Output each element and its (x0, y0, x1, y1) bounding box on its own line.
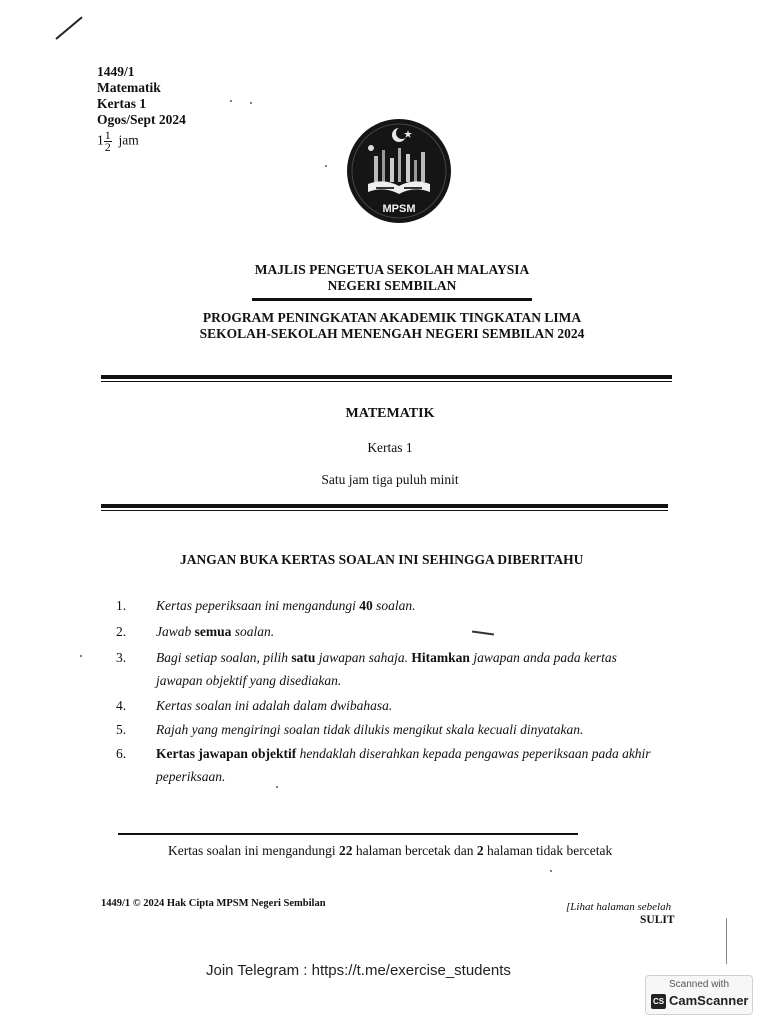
session-label: Ogos/Sept 2024 (97, 112, 186, 127)
instruction-segment: jawapan sahaja. (315, 650, 412, 665)
scan-speck (250, 102, 252, 104)
instruction-emphasis: satu (291, 650, 316, 665)
scan-speck (550, 870, 552, 872)
instruction-text (156, 718, 583, 741)
scan-speck (230, 100, 232, 102)
page-count-note (168, 843, 612, 859)
instruction-segment: jawapan anda pada kertas (469, 650, 617, 665)
instruction-number: 1. (116, 598, 127, 613)
instruction-text (156, 594, 416, 617)
instruction-continuation: peperiksaan. (156, 769, 226, 784)
scan-edge-line (726, 918, 727, 964)
organisation-line1: MAJLIS PENGETUA SEKOLAH MALAYSIA (254, 262, 530, 277)
instruction-segment: soalan. (231, 624, 275, 639)
page-count-divider (118, 833, 578, 835)
program-line1: PROGRAM PENINGKATAN AKADEMIK TINGKATAN LIMA (202, 310, 582, 325)
instruction-number: 6. (116, 746, 127, 761)
instruction-number: 5. (116, 722, 127, 737)
instruction-text (156, 742, 651, 788)
scan-mark (472, 630, 494, 635)
mpsm-logo-icon (346, 118, 452, 224)
instruction-text (156, 646, 617, 692)
paper-label: Kertas 1 (97, 96, 147, 111)
copyright-notice: 1449/1 © 2024 Hak Cipta MPSM Negeri Sembilan (101, 898, 326, 909)
duration-label (97, 130, 139, 153)
instruction-segment: Bagi setiap soalan, pilih (156, 650, 292, 665)
duration-whole: 1 (97, 132, 104, 148)
page-count-segment: halaman tidak bercetak (483, 843, 613, 858)
duration-fraction (104, 130, 112, 153)
instruction-emphasis: Hitamkan (411, 650, 470, 665)
blank-pages: 2 (476, 843, 484, 858)
organisation-divider (252, 298, 532, 301)
printed-pages: 22 (338, 843, 353, 858)
page-count-segment: halaman bercetak dan (352, 843, 477, 858)
instruction-number: 2. (116, 624, 127, 639)
instruction-segment: Kertas peperiksaan ini mengandungi (156, 598, 360, 613)
instruction-text (156, 694, 392, 717)
duration-unit: jam (118, 132, 139, 148)
instruction-number: 4. (116, 698, 127, 713)
program-line2: SEKOLAH-SEKOLAH MENENGAH NEGERI SEMBILAN 2024 (199, 326, 585, 341)
bottom-double-rule (101, 504, 668, 508)
camscanner-watermark (645, 975, 753, 1015)
fraction-denominator: 2 (104, 140, 111, 154)
exam-paper-title: Kertas 1 (367, 440, 413, 455)
instruction-number: 3. (116, 650, 127, 665)
instruction-segment: Jawab (156, 624, 195, 639)
next-page-note: [Lihat halaman sebelah (566, 901, 672, 913)
instruction-segment: Rajah yang mengiringi soalan tidak dilukis mengikut skala kecuali dinyatakan. (156, 722, 584, 737)
fraction-numerator: 1 (104, 128, 111, 142)
scan-speck (80, 655, 82, 657)
classification-label: SULIT (640, 914, 675, 926)
scan-speck (276, 786, 278, 788)
camscanner-badge-icon: CS (651, 994, 666, 1009)
page-count-segment: Kertas soalan ini mengandungi (168, 843, 339, 858)
warning-notice: JANGAN BUKA KERTAS SOALAN INI SEHINGGA DIBERITAHU (180, 552, 584, 567)
bottom-double-rule-thin (101, 510, 668, 511)
instruction-text (156, 620, 274, 643)
top-double-rule-thin (101, 381, 672, 382)
paper-code: 1449/1 (97, 64, 135, 79)
instruction-segment: hendaklah diserahkan kepada pengawas peperiksaan pada akhir (296, 746, 651, 761)
instruction-continuation: jawapan objektif yang disediakan. (156, 673, 342, 688)
instruction-emphasis: Kertas jawapan objektif (156, 746, 297, 761)
subject-label: Matematik (97, 80, 161, 95)
telegram-link[interactable]: Join Telegram : https://t.me/exercise_students (206, 962, 511, 979)
logo-text: MPSM (382, 203, 416, 215)
camscanner-brand: CamScanner (669, 993, 749, 1008)
exam-duration-title: Satu jam tiga puluh minit (321, 472, 459, 487)
exam-subject-title: MATEMATIK (345, 406, 435, 421)
pen-mark (55, 16, 82, 39)
instruction-segment: Kertas soalan ini adalah dalam dwibahasa. (156, 698, 393, 713)
organisation-line2: NEGERI SEMBILAN (327, 278, 457, 293)
mpsm-logo (346, 118, 452, 224)
instruction-emphasis: semua (194, 624, 232, 639)
camscanner-caption: Scanned with (668, 979, 730, 990)
instruction-emphasis: 40 (359, 598, 373, 613)
instruction-segment: soalan. (372, 598, 416, 613)
top-double-rule (101, 375, 672, 379)
scan-speck (325, 165, 327, 167)
